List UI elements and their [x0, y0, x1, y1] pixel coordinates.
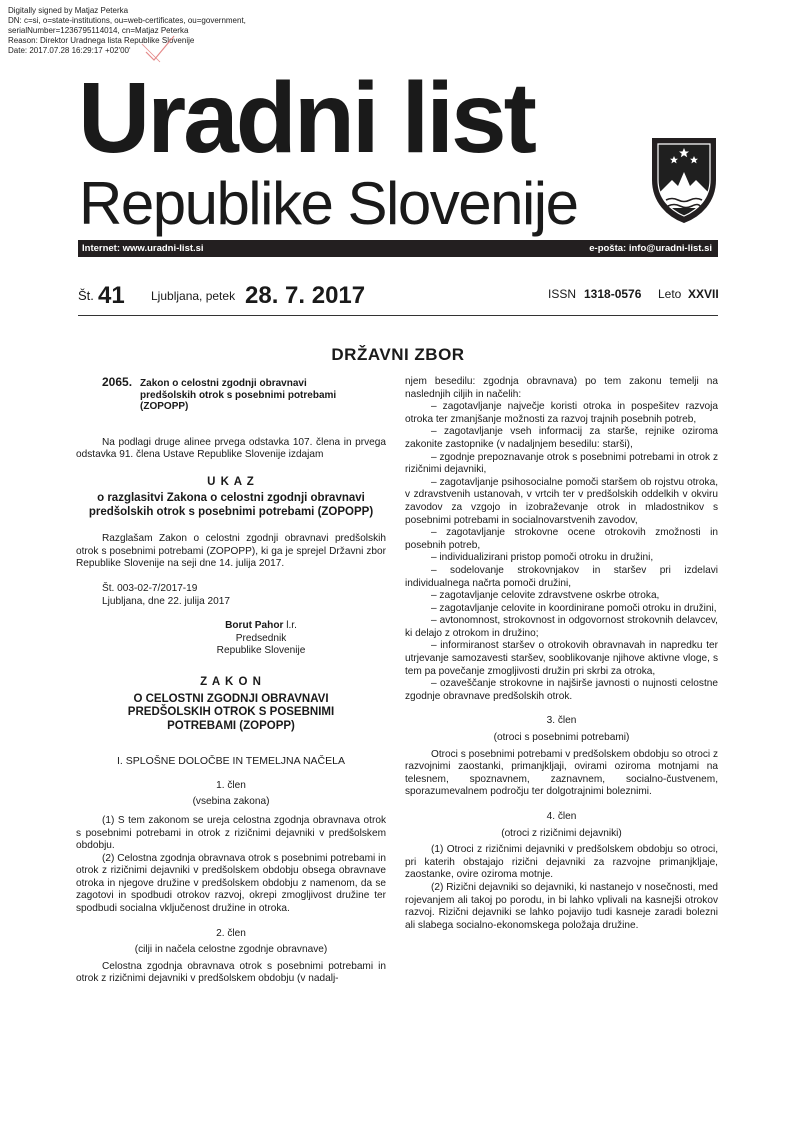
principle-item: – individualizirani pristop pomoči otroku in družini, [431, 552, 654, 564]
issue-date: 28. 7. 2017 [245, 282, 366, 309]
issue-number-label: Št. [78, 288, 94, 303]
signer-role: Predsednik [235, 632, 287, 644]
issue-place-day: Ljubljana, petek [151, 289, 236, 303]
article-1-title: (vsebina zakona) [192, 796, 270, 808]
proclamation-paragraph: Razglašam Zakon o celostni zgodnji obravnavi predšolskih otrok s posebnimi potrebami (ZOPOPP), ki ga je sprejel Državni zbor Republike Slovenije na seji dne 14. julija 2017. [76, 533, 386, 570]
article-3-number: 3. člen [546, 715, 577, 727]
chapter-heading: I. SPLOŠNE DOLOČBE IN TEMELJNA NAČELA [117, 755, 345, 768]
issue-number: 41 [98, 282, 125, 309]
header-divider [78, 315, 718, 316]
article-2-continuation: njem besedilu: zgodnja obravnava) po tem zakonu temelji na naslednjih ciljih in načelih: [405, 376, 718, 400]
zakon-heading: Z A K O N [200, 676, 262, 689]
principle-item: – sodelovanje strokovnjakov in staršev pri izdelavi individualnega načrta pomoči družini, [405, 564, 718, 589]
signature-line: Date: 2017.07.28 16:29:17 +02'00' [8, 46, 131, 55]
intro-paragraph: Na podlagi druge alinee prvega odstavka 107. člena in prvega odstavka 91. člena Ustave Republike Slovenije izdajam [76, 436, 386, 461]
coat-of-arms-icon [650, 136, 718, 224]
volume-value: XXVII [688, 287, 719, 301]
article-3-paragraph-1: Otroci s posebnimi potrebami v predšolskem obdobju so otroci z razvojnimi zaostanki, primanjkljaji, ovirami oziroma motnjami na telesnem, spoznavnem, zaznavnem, socialno-čustvenem, sporazumevalnem področju ter dolgotrajnimi boleznimi. [405, 748, 718, 798]
principle-item: – informiranost staršev o otrokovih obravnavah in napredku ter utrjevanje samozavesti staršev, sooblikovanje njihove aktivne vloge, s tem pa povečanje zmogljivosti družin pri skrbi za otroka, [405, 640, 718, 677]
zakon-title: O CELOSTNI ZGODNJI OBRAVNAVI PREDŠOLSKIH OTROK S POSEBNIMI POTREBAMI (ZOPOPP) [127, 692, 335, 732]
signature-line: Digitally signed by Matjaz Peterka [8, 6, 129, 15]
article-2-paragraph-1: Celostna zgodnja obravnava otrok s posebnimi potrebami in otrok z rizičnimi dejavniki v predšolskem obdobju (v nadalj- [76, 960, 386, 985]
ukaz-title: o razglasitvi Zakona o celostni zgodnji obravnavi predšolskih otrok s posebnimi potrebami (ZOPOPP) [88, 492, 374, 518]
masthead-subtitle: Republike Slovenije [79, 170, 578, 237]
principle-item: – zagotavljanje celovite in koordinirane pomoči otroku in družini, [431, 602, 717, 614]
article-1-paragraph-2: (2) Celostna zgodnja obravnava otrok s posebnimi potrebami in otrok z rizičnimi dejavniki v predšolskem obdobju obsega obravnave otroka in njegove družine v predšolskem obdobju z namenom, da se zagotovi in spodbudi otrokov razvoj, okrepi zmogljivost družine ter spodbudi socialna vključenost družine in otroka. [76, 852, 386, 915]
principle-item: – avtonomnost, strokovnost in odgovornost strokovnih delavcev, ki delajo z otrokom in družino; [405, 615, 718, 639]
principle-item: – zgodnje prepoznavanje otrok s posebnimi potrebami in otrok z rizičnimi dejavniki, [405, 451, 718, 476]
signer-organization: Republike Slovenije [216, 645, 306, 657]
volume-label: Leto [658, 287, 682, 301]
signer-name-line [136, 620, 386, 633]
article-4-title: (otroci z rizičnimi dejavniki) [501, 827, 622, 839]
principle-item: – zagotavljanje vseh informacij za starše, rejnike oziroma zakonite zastopnike (v nadaljnjem besedilu: starši), [405, 426, 718, 450]
reference-number: Št. 003-02-7/2017-19 [102, 583, 198, 595]
article-4-paragraph-2: (2) Rizični dejavniki so dejavniki, ki nastanejo v nosečnosti, med rojevanjem ali takoj po porodu, in bi lahko vplivali na kasnejši otrokov razvoj. Rizični dejavniki se lahko pojavijo tudi kasneje zaradi bolezni ali slabega socialno-ekonomskega položaja družine. [405, 881, 718, 931]
principle-item: – zagotavljanje strokovne ocene otrokovih zmožnosti in posebnih potreb, [405, 527, 718, 551]
law-title: Zakon o celostni zgodnji obravnavi predšolskih otrok s posebnimi potrebami (ZOPOPP) [140, 378, 337, 412]
left-column [76, 376, 386, 986]
issn-value: 1318-0576 [584, 287, 642, 301]
principle-item: – zagotavljanje največje koristi otroka in pospešitev razvoja otroka ter zmanjšanje možnosti za razvoj trajnih posebnih potreb, [405, 401, 718, 425]
article-1-number: 1. člen [216, 779, 246, 791]
masthead-title: Uradni list [78, 62, 534, 174]
principle-item: – zagotavljanje celovite zdravstvene oskrbe otroka, [431, 590, 660, 602]
website-link[interactable]: Internet: www.uradni-list.si [82, 243, 204, 254]
signer-suffix: l.r. [283, 620, 297, 632]
article-2-title: (cilji in načela celostne zgodnje obravnave) [134, 944, 328, 956]
reference-date: Ljubljana, dne 22. julija 2017 [102, 595, 230, 607]
article-1-paragraph-1: (1) S tem zakonom se ureja celostna zgodnja obravnava otrok s posebnimi potrebami in otrok z rizičnimi dejavniki v predšolskem obdobju. [76, 814, 386, 852]
principle-item: – ozaveščanje strokovne in najširše javnosti o nujnosti celostne zgodnje obravnave predšolskih otrok. [405, 678, 718, 702]
principle-item: – zagotavljanje psihosocialne pomoči staršem ob rojstvu otroka, v zdravstvenih ustanovah, v vrtcih ter v predšolskih oddelkih v okviru zavodov za vzgojo in izobraževanje otrok in mladostnikov s posebnimi potrebami in socialnovarstvenih zavodov, [405, 476, 718, 526]
article-2-number: 2. člen [216, 927, 246, 939]
signature-line: Reason: Direktor Uradnega lista Republike Slovenije [8, 36, 195, 45]
signature-check-mark [140, 34, 180, 64]
article-4-paragraph-1: (1) Otroci z rizičnimi dejavniki v predšolskem obdobju so otroci, pri katerih obstajajo rizični dejavniki za razvojne primanjkljaje, zaostanke, ovire oziroma motnje. [405, 844, 718, 881]
article-3-title: (otroci s posebnimi potrebami) [493, 732, 630, 744]
ukaz-heading: U K A Z [207, 475, 255, 488]
contact-bar [78, 240, 718, 257]
right-column [405, 376, 718, 932]
article-4-number: 4. člen [546, 811, 577, 822]
signer-name: Borut Pahor [225, 620, 284, 632]
issue-info [78, 280, 718, 312]
signature-line: DN: c=si, o=state-institutions, ou=web-certificates, ou=government, [8, 16, 246, 25]
section-heading: DRŽAVNI ZBOR [331, 345, 465, 364]
law-heading [102, 376, 356, 413]
signature-line: serialNumber=1236795114014, cn=Matjaz Peterka [8, 26, 189, 35]
email-link[interactable]: e-pošta: info@uradni-list.si [589, 243, 712, 254]
law-number: 2065. [102, 375, 133, 389]
issn-label: ISSN [548, 287, 577, 301]
signer-block [76, 620, 386, 658]
